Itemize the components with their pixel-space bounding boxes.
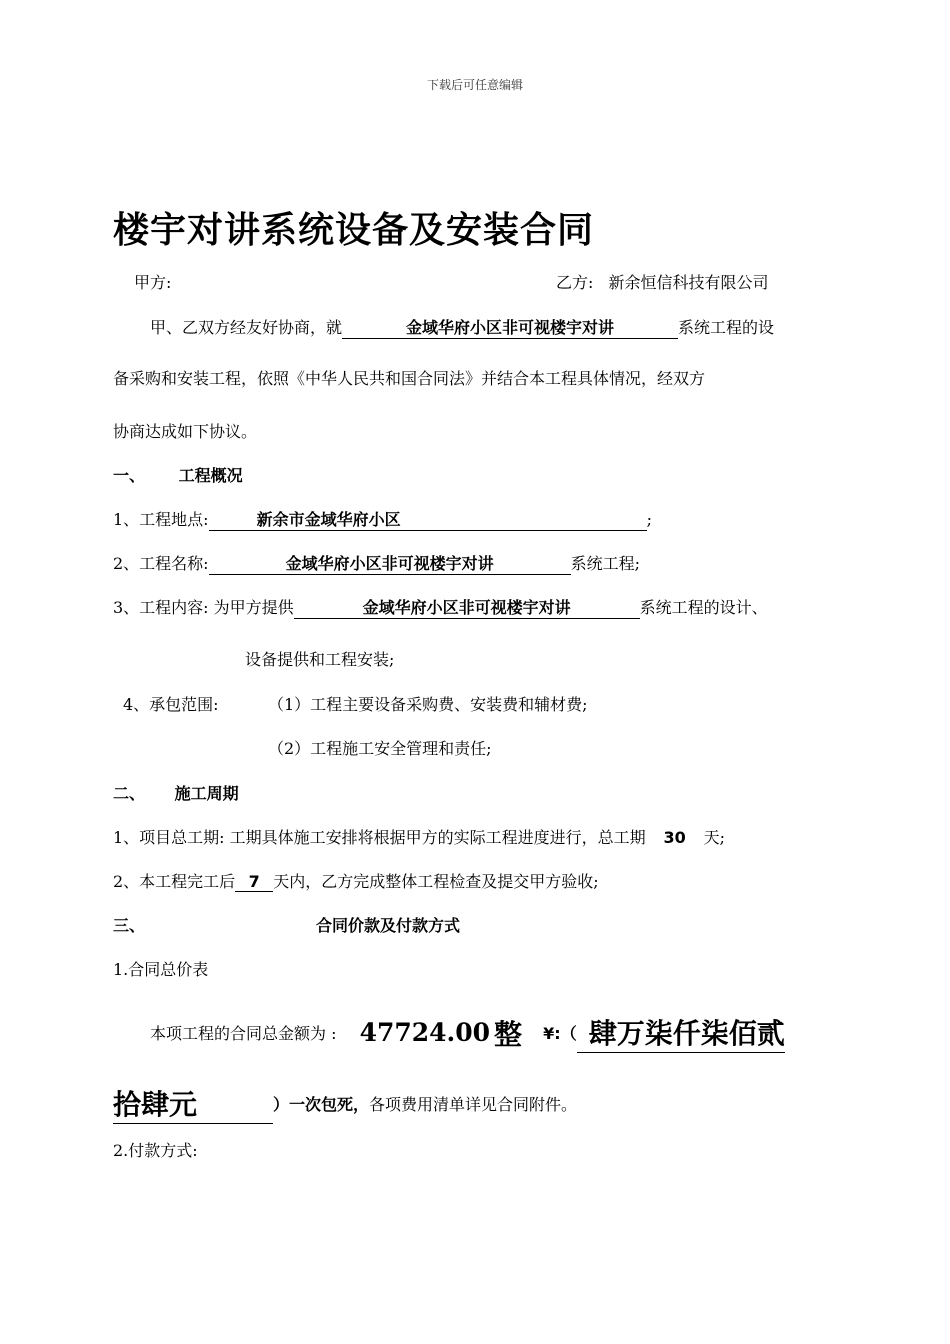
section-2-heading bbox=[113, 781, 239, 804]
s2-total-days: 30 bbox=[663, 828, 686, 847]
s1-item-2 bbox=[113, 551, 640, 575]
s3-yen: ¥:（ bbox=[543, 1024, 577, 1043]
section-2-title: 施工周期 bbox=[174, 784, 239, 803]
s1-item-1 bbox=[113, 507, 652, 531]
s1-item-4-a: （1）工程主要设备采购费、安装费和辅材费; bbox=[268, 695, 588, 714]
intro-line-3: 协商达成如下协议。 bbox=[113, 422, 258, 441]
s3-amount-zheng: 整 bbox=[494, 1017, 523, 1051]
s3-amount-prefix: 本项工程的合同总金额为 : bbox=[150, 1024, 337, 1043]
party-b-name: 新余恒信科技有限公司 bbox=[608, 273, 769, 292]
intro-line-2: 备采购和安装工程，依照《中华人民共和国合同法》并结合本工程具体情况，经双方 bbox=[113, 369, 706, 388]
s3-sub-1: 1.合同总价表 bbox=[113, 960, 209, 979]
party-b bbox=[556, 270, 769, 293]
s3-sub-2: 2.付款方式: bbox=[113, 1141, 198, 1160]
s2-item-1-prefix: 1、项目总工期: 工期具体施工安排将根据甲方的实际工程进度进行，总工期 bbox=[113, 828, 646, 847]
s1-item-1-end: ; bbox=[646, 510, 652, 529]
s1-item-1-value: 新余市金域华府小区 bbox=[209, 507, 647, 531]
section-1-heading bbox=[113, 463, 243, 486]
page-header-note: 下载后可任意编辑 bbox=[426, 78, 523, 92]
s3-amount-words-1: 肆万柒仟柒佰贰 bbox=[577, 1012, 785, 1053]
s2-item-2-prefix: 2、本工程完工后 bbox=[113, 872, 236, 891]
intro-suffix: 系统工程的设 bbox=[678, 318, 775, 337]
s2-acceptance-days: 7 bbox=[235, 872, 273, 892]
section-3-number: 三、 bbox=[113, 916, 146, 935]
intro-line-1 bbox=[150, 315, 774, 339]
intro-prefix: 甲、乙双方经友好协商，就 bbox=[150, 318, 343, 337]
section-2-number: 二、 bbox=[113, 784, 146, 803]
s1-item-4-b: （2）工程施工安全管理和责任; bbox=[268, 739, 492, 758]
s3-lump-sum: 一次包死， bbox=[289, 1095, 370, 1114]
s1-item-2-end: 系统工程; bbox=[570, 554, 640, 573]
s1-item-1-label: 1、工程地点: bbox=[113, 510, 209, 529]
party-b-label: 乙方: bbox=[556, 273, 594, 292]
s3-close-paren: ） bbox=[273, 1095, 290, 1114]
s3-amount-number: 47724.00 bbox=[359, 1018, 491, 1047]
s1-item-2-label: 2、工程名称: bbox=[113, 554, 209, 573]
intro-project-name: 金域华府小区非可视楼宇对讲 bbox=[342, 315, 678, 339]
s2-item-2-suffix: 天内，乙方完成整体工程检查及提交甲方验收; bbox=[273, 872, 599, 891]
s1-item-3-value: 金域华府小区非可视楼宇对讲 bbox=[294, 595, 640, 619]
s2-item-2 bbox=[113, 869, 599, 892]
s1-item-3-line-2: 设备提供和工程安装; bbox=[245, 650, 395, 669]
s3-amount-words-2: 拾肆元 bbox=[113, 1083, 273, 1124]
s1-item-4-label: 4、承包范围: bbox=[123, 695, 219, 714]
s3-amount-line bbox=[150, 1012, 785, 1053]
s3-lump-rest: 各项费用清单详见合同附件。 bbox=[369, 1095, 578, 1114]
section-1-title: 工程概况 bbox=[178, 466, 243, 485]
s3-amount-line-2 bbox=[113, 1083, 577, 1124]
section-1-number: 一、 bbox=[113, 466, 146, 485]
s1-item-3-label: 3、工程内容: 为甲方提供 bbox=[113, 598, 294, 617]
s2-item-1 bbox=[113, 825, 725, 848]
s1-item-3-end: 系统工程的设计、 bbox=[639, 598, 768, 617]
party-a-label: 甲方: bbox=[134, 273, 172, 292]
s1-item-2-value: 金域华府小区非可视楼宇对讲 bbox=[209, 551, 571, 575]
s2-item-1-unit: 天; bbox=[703, 828, 726, 847]
document-title: 楼宇对讲系统设备及安装合同 bbox=[113, 210, 595, 251]
section-3-title: 合同价款及付款方式 bbox=[316, 916, 461, 935]
s1-item-3 bbox=[113, 595, 768, 619]
